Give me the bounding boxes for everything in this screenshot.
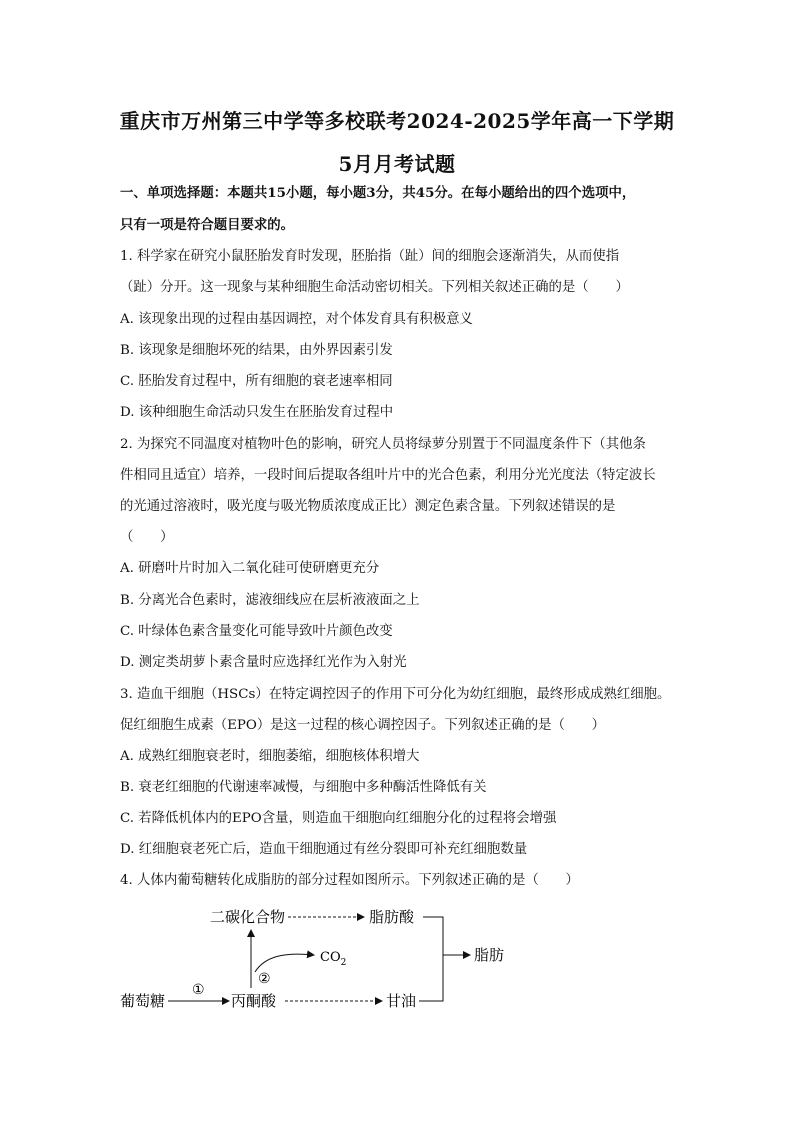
label-glucose: 葡萄糖 <box>120 992 166 1010</box>
question-4-stem-line-1: 4. 人体内葡萄糖转化成脂肪的部分过程如图所示。下列叙述正确的是（ ） <box>120 873 579 888</box>
page-title-line-1: 重庆市万州第三中学等多校联考2024-2025学年高一下学期 <box>119 109 675 133</box>
co2-main: CO <box>320 950 341 965</box>
question-3-option-a: A. 成熟红细胞衰老时，细胞萎缩，细胞核体积增大 <box>120 749 420 764</box>
arrow-to-co2 <box>255 954 314 972</box>
section-header-line-1: 一、单项选择题：本题共15小题，每小题3分，共45分。在每小题给出的四个选项中， <box>120 185 636 201</box>
question-3-option-c: C. 若降低机体内的EPO含量，则造血干细胞向红细胞分化的过程将会增强 <box>120 811 557 826</box>
question-1-stem-line-1: 1. 科学家在研究小鼠胚胎发育时发现，胚胎指（趾）间的细胞会逐渐消失，从而使指 <box>120 249 620 264</box>
question-3-stem-line-2: 促红细胞生成素（EPO）是这一过程的核心调控因子。下列叙述正确的是（ ） <box>120 718 606 733</box>
question-1-option-c: C. 胚胎发育过程中，所有细胞的衰老速率相同 <box>120 374 393 389</box>
question-2-stem-line-3: 的光通过溶液时，吸光度与吸光物质浓度成正比）测定色素含量。下列叙述错误的是 <box>120 499 616 514</box>
label-pyruvate: 丙酮酸 <box>231 992 277 1010</box>
section-header-line-2: 只有一项是符合题目要求的。 <box>120 217 295 233</box>
co2-subscript: 2 <box>340 958 347 968</box>
question-2-stem-line-1: 2. 为探究不同温度对植物叶色的影响，研究人员将绿萝分别置于不同温度条件下（其他条 <box>120 437 646 452</box>
question-2-stem-line-4: （ ） <box>120 530 174 545</box>
label-two-carbon-compound: 二碳化合物 <box>210 908 286 926</box>
question-3-stem-line-1: 3. 造血干细胞（HSCs）在特定调控因子的作用下可分化为幼红细胞，最终形成成熟红细胞。 <box>120 687 671 702</box>
label-step-1: ① <box>192 982 205 998</box>
label-fat: 脂肪 <box>474 946 505 964</box>
question-3-option-d: D. 红细胞衰老死亡后，造血干细胞通过有丝分裂即可补充红细胞数量 <box>120 842 528 857</box>
page-title-line-2: 5月月考试题 <box>338 152 456 176</box>
metabolism-diagram <box>110 898 530 1023</box>
question-2-option-a: A. 研磨叶片时加入二氧化硅可使研磨更充分 <box>120 561 380 576</box>
label-co2 <box>320 950 346 968</box>
question-2-stem-line-2: 件相同且适宜）培养，一段时间后提取各组叶片中的光合色素，利用分光光度法（特定波长 <box>120 468 656 483</box>
question-3-option-b: B. 衰老红细胞的代谢速率减慢，与细胞中多种酶活性降低有关 <box>120 780 487 795</box>
question-1-option-d: D. 该种细胞生命活动只发生在胚胎发育过程中 <box>120 405 394 420</box>
question-1-option-b: B. 该现象是细胞坏死的结果，由外界因素引发 <box>120 343 393 358</box>
bracket-fatty-acid-glycerol <box>419 917 443 1001</box>
question-1-stem-line-2: （趾）分开。这一现象与某种细胞生命活动密切相关。下列相关叙述正确的是（ ） <box>120 280 629 295</box>
label-glycerol: 甘油 <box>386 992 417 1010</box>
question-2-option-b: B. 分离光合色素时，滤液细线应在层析液液面之上 <box>120 593 420 608</box>
question-2-option-d: D. 测定类胡萝卜素含量时应选择红光作为入射光 <box>120 655 407 670</box>
label-step-2: ② <box>258 971 271 987</box>
label-fatty-acid: 脂肪酸 <box>369 908 415 926</box>
question-1-option-a: A. 该现象出现的过程由基因调控，对个体发育具有积极意义 <box>120 312 473 327</box>
question-2-option-c: C. 叶绿体色素含量变化可能导致叶片颜色改变 <box>120 624 393 639</box>
